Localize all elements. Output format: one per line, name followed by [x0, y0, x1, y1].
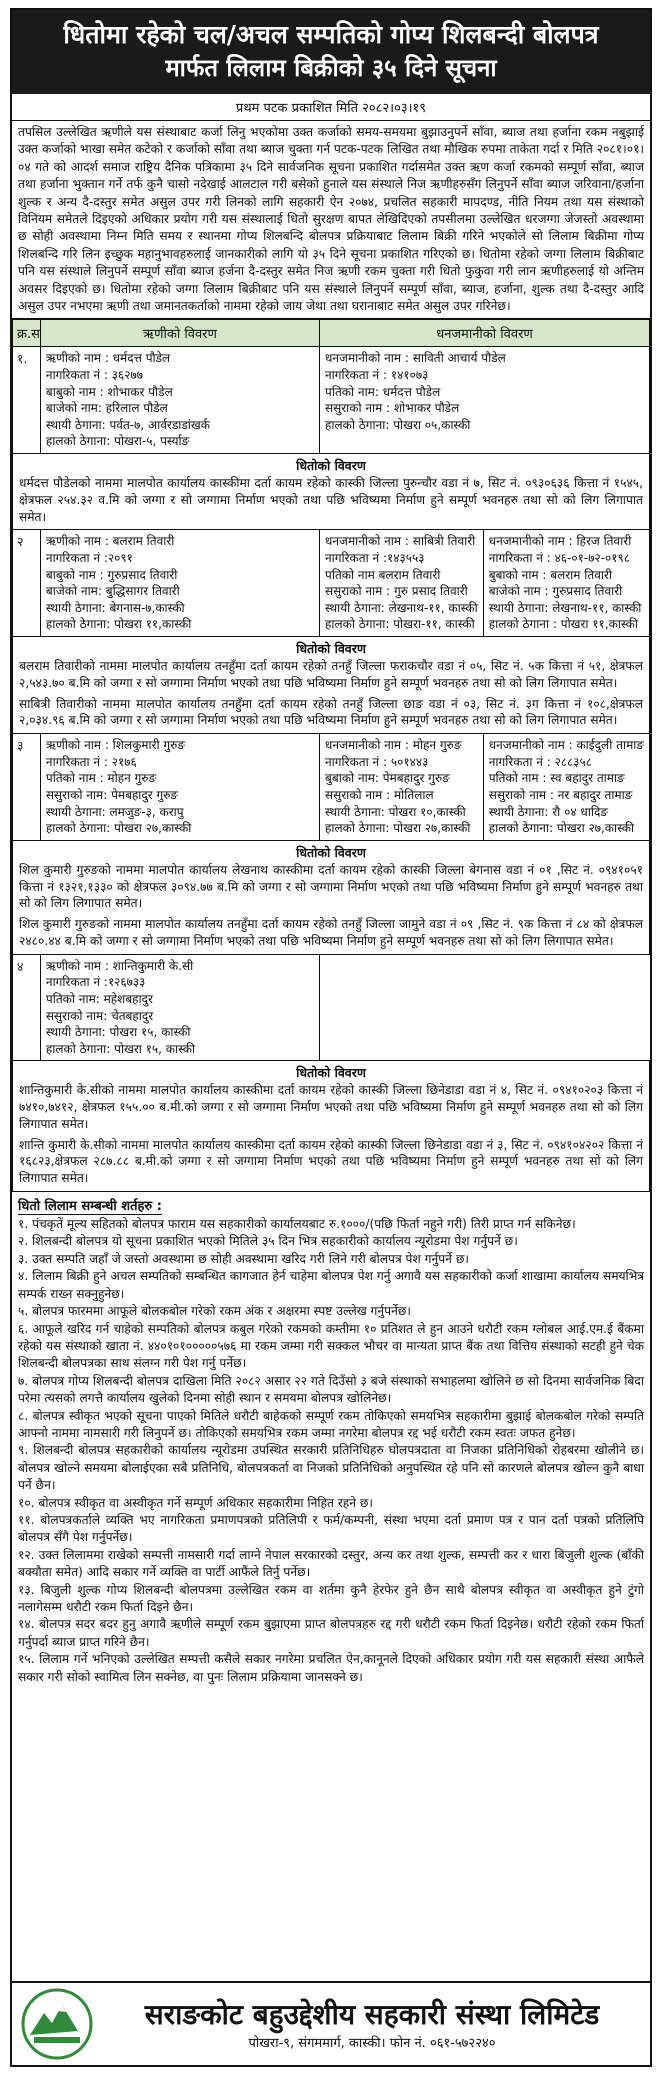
organization-address: पोखरा-९, संगममार्ग, कास्की। फोन नं. ०६१-५७२२४०	[248, 2036, 496, 2051]
party-detail-line: पतिको नाम : स्व बहादुर तामाङ	[488, 771, 625, 786]
collateral-row	[13, 840, 650, 954]
party-detail-line: नागरिकता नं : ३६२७७	[45, 368, 143, 383]
term-item: १५. लिलाम गर्ने भनिएको उल्लेखित सम्पत्ती कसैले सकार नगरेमा प्रचलित ऐन,कानूनले दिएको अधिकार प्रयोग गरी यस सहकारी संस्था आफैले सकार गरी सोको स्वामित्व लिन सक्नेछ, वा पुनः लिलाम प्रक्रियामा जानसक्ने छ।	[18, 1652, 644, 1684]
term-item: ६. आफूले खरिद गर्न चाहेको सम्पतिको बोलपत्र कबुल गरेको रकमको कम्तीमा १० प्रतिशत ले हुन आउने धरौटी रकम ग्लोबल आई.एम.ई बैंकमा रहेको यस संस्थाको खाता नं. ४४०१०१०००००५७६ मा रकम जम्मा गरी सक्कल भौचर वा मान्यता प्राप्त बैंक तथा वित्तिय संस्थाको सटही हुने चेक शिलबन्दी बोलपत्रका साथ संलग्न गरी पेश गर्नु पर्नेछ।	[18, 1321, 644, 1371]
table-header-row	[13, 320, 650, 347]
party-detail-line: बाबुको नाम : शोभाकर पौडेल	[45, 384, 173, 399]
collateral-text: धर्मदत्त पौडेलको नाममा मालपोत कार्यालय कास्कीमा दर्ता कायम रहेको कास्की जिल्ला पुरुन्चौर वडा नं ७, सिट नं. ०९३०६३६ कित्ता नं १५४५, क्षेत्रफल २५४.३२ व.मि को जग्गा र सो जग्गामा निर्माण भएको तथा पछि भविष्यमा निर्माण हुने सम्पूर्ण भवनहरु तथा सो को लिग लिगापात समेत।	[19, 476, 643, 524]
party-detail-line: हालको ठेगाना: पोखरा ०५,कास्की	[325, 417, 471, 432]
party-detail-line: स्थायी ठेगाना: लमजुङ-३, करापु	[45, 804, 184, 819]
empty-cell	[320, 954, 650, 1061]
collateral-details	[13, 840, 650, 954]
party-detail-line: नागरिकता नं : १४१०७३	[325, 368, 429, 383]
guarantor-details	[320, 734, 484, 841]
collateral-text: शिल कुमारी गुरुङको नाममा मालपोत कार्यालय तनहुँमा दर्ता कायम रहेको तनहुँ जिल्ला जामुने वडा नं ०९ ,सिट नं. ९क कित्ता नं ८४ को क्षेत्रफल २४८०.४४ ब.मि को जग्गा र सो जग्गामा निर्माण भएको तथा पछि भविष्यमा निर्माण हुने सम्पूर्ण भवनहरु तथा सो को लिग लिगापात समेत।	[19, 917, 643, 948]
collateral-row	[13, 454, 650, 530]
borrower-table	[12, 319, 650, 1192]
party-detail-line: हालको ठेगाना: पोखरा २७,कास्की	[488, 821, 635, 836]
table-row	[13, 954, 650, 1061]
term-item: १२. उक्त लिलाममा राखेको सम्पत्ती नामसारी गर्दा लाग्ने नेपाल सरकारको दस्तुर, अन्य कर तथा शुल्क, सम्पत्ती कर र धारा बिजुली शुल्क (बाँकी बक्यौता समेत) आदि सकार गर्ने व्यक्ति वा पार्टी आफैंले तिर्नु पर्नेछ।	[18, 1547, 644, 1580]
guarantor-details	[483, 734, 649, 841]
term-item: ११. बोलपत्रकर्ताले व्यक्ति भए नागरिकता प्रमाणपत्रको प्रतिलिपी र फर्म/कम्पनी, संस्था भएमा दर्ता प्रमाण पत्र र पान दर्ता पत्रको प्रतिलिपि बोलपत्र सँगै पेश गर्नुपर्नेछ।	[18, 1512, 644, 1545]
collateral-title: धितोको विवरण	[296, 1065, 366, 1081]
table-row	[13, 530, 650, 637]
party-detail-line: बुबाको नाम: पेमबहादुर गुरुङ	[325, 771, 450, 786]
party-detail-line: नागरिकता नं :२०९१	[45, 551, 133, 566]
party-detail-line: ऋणीको नाम : बलराम तिवारी	[45, 534, 175, 549]
collateral-title: धितोको विवरण	[296, 844, 366, 860]
party-detail-line: ऋणीको नाम : शान्तिकुमारी के.सी	[45, 958, 194, 973]
header-sn: क्र.स	[13, 320, 41, 347]
party-detail-line: नागरिकता नं : २८८३५८	[488, 754, 593, 769]
collateral-details	[13, 454, 650, 530]
party-detail-line: बाजेको नाम: बुद्धिसागर तिवारी	[45, 584, 180, 599]
party-detail-line: नागरिकता नं : ४६-०१-७२-०१९८	[488, 551, 630, 566]
party-detail-line: धनजमानीको नाम : हिरज तिवारी	[488, 534, 632, 549]
party-detail-line: हालको ठेगाना: पोखरा-५, पर्स्याङ	[45, 434, 190, 449]
party-detail-line: नागरिकता नं : २१७६	[45, 754, 137, 769]
entry-serial: ४	[13, 954, 41, 1061]
header-owner: धनजमानीको विवरण	[320, 320, 650, 347]
party-detail-line: बुबाको नाम : बलराम तिवारी	[488, 567, 613, 582]
notice-header	[12, 10, 650, 94]
entry-serial: २	[13, 530, 41, 637]
term-item: १. पंचकृतें मूल्य सहितको बोलपत्र फाराम यस सहकारीको कार्यालयबाट रु.१०००/(पछि फिर्ता नहुने गरी) तिरी प्राप्त गर्न सकिनेछ।	[18, 1217, 576, 1232]
table-row	[13, 347, 650, 454]
party-detail-line: हालको ठेगाना: पोखरा २७,कास्की	[45, 821, 192, 836]
party-detail-line: ससुराको नाम: चेतबहादुर	[45, 1008, 154, 1023]
notice-title-line2: मार्फत लिलाम बिक्रीको ३५ दिने सूचना	[165, 54, 497, 82]
notice-frame	[10, 8, 652, 2067]
borrower-details	[40, 347, 319, 454]
header-borrower: ऋणीको विवरण	[40, 320, 319, 347]
terms-heading-text: धितो लिलाम सम्बन्धी शर्तहरु :	[18, 1199, 162, 1215]
borrower-details	[40, 734, 319, 841]
party-detail-line: हालको ठेगाना : पोखरा ११,कास्की	[488, 617, 638, 632]
party-detail-line: स्थायी ठेगाना: लेखनाथ-११, कास्की	[488, 600, 642, 615]
borrower-details	[40, 530, 319, 637]
party-detail-line: हालको ठेगाना: पोखरा ११,कास्की	[45, 617, 192, 632]
term-item: १०. बोलपत्र स्वीकृत वा अस्वीकृत गर्ने सम्पूर्ण अधिकार सहकारीमा निहित रहने छ।	[18, 1495, 374, 1510]
party-detail-line: धनजमानीको नाम : काईदुली तामाङ	[488, 738, 644, 753]
party-detail-line: बाजेको नाम: हरिलाल पौडेल	[45, 401, 168, 416]
party-detail-line: हालको ठेगाना: पोखरा-११, कास्की	[325, 617, 475, 632]
party-detail-line: ऋणीको नाम : धर्मदत्त पौडेल	[45, 351, 171, 366]
cooperative-logo-icon	[20, 1987, 94, 2061]
party-detail-line: ससुराको नाम : शोभाकर पौडेल	[325, 401, 460, 416]
guarantor-details	[320, 347, 650, 454]
party-detail-line: धनजमानीको नाम : साविती आचार्य पौडेल	[325, 351, 506, 366]
party-detail-line: स्थायी ठेगाना: पोखरा १०,कास्की	[325, 804, 466, 819]
party-detail-line: ऋणीको नाम : शिलकुमारी गुरुङ	[45, 738, 185, 753]
collateral-details	[13, 1061, 650, 1192]
term-item: ३. उक्त सम्पति जहाँ जे जस्तो अवस्थामा छ सोही अवस्थामा खरिद गरी लिने गरी बोलपत्र पेश गर्नुपर्ने छ।	[18, 1251, 469, 1266]
party-detail-line: धनजमानीको नाम : मोहन गुरुङ	[325, 738, 462, 753]
party-detail-line: पतिको नाम: महेशबहादुर	[45, 991, 153, 1006]
party-detail-line: बाजेको नाम : गुरुप्रसाद तिवारी	[488, 584, 623, 599]
party-detail-line: पतिको नाम बलराम तिवारी	[325, 567, 441, 582]
footer-banner	[12, 1981, 650, 2065]
entry-serial: ३	[13, 734, 41, 841]
term-item: ५. बोलपत्र फारममा आफूले बोलकबोल गरेको रकम अंक र अक्षरमा स्पष्ट उल्लेख गर्नुपर्नेछ।	[18, 1304, 412, 1319]
party-detail-line: पतिको नाम : मोहन गुरुङ	[45, 771, 157, 786]
collateral-title: धितोको विवरण	[296, 458, 366, 474]
party-detail-line: धनजमानीको नाम : साबित्री तिवारी	[325, 534, 476, 549]
terms-heading	[12, 1192, 650, 1216]
organization-name: सराङकोट बहुउद्देशीय सहकारी संस्था लिमिटेड	[144, 1998, 600, 2031]
notice-title-line1: धितोमा रहेको चल/अचल सम्पतिको गोप्य शिलबन्दी बोलपत्र	[63, 20, 599, 49]
term-item: १३. बिजुली शुल्क गोप्य शिलबन्दी बोलपत्रमा उल्लेखित रकम वा शर्तमा कुनै हेरफेर हुने छैन साथै बोलपत्र स्वीकृत वा अस्वीकृत हुने टुंगो नलागेसम्म धरौटी रकम फिर्ता दिइने छैन।	[18, 1582, 644, 1614]
collateral-text: बलराम तिवारीको नाममा मालपोत कार्यालय तनहुँमा दर्ता कायम रहेको तनहुँ जिल्ला फराकचौर वडा नं ०५, सिट नं. ५क कित्ता नं ५१, क्षेत्रफल २,५४३.७० ब.मि को जग्गा र सो जग्गामा निर्माण भएको तथा पछि भविष्यमा निर्माण हुने सम्पूर्ण भवनहरु तथा सो को लिग लिगापात समेत।	[19, 658, 643, 690]
party-detail-line: बाबुको नाम : गुरुप्रसाद तिवारी	[45, 567, 178, 582]
party-detail-line: स्थायी ठेगाना: बेगनास-७,कास्की	[45, 600, 185, 615]
party-detail-line: स्थायी ठेगाना: लेखनाथ-११, कास्की	[325, 600, 478, 615]
table-body	[13, 347, 650, 1192]
party-detail-line: स्थायी ठेगाना: पर्वत-७, आर्वरडाडांखर्क	[45, 417, 210, 432]
collateral-details	[13, 636, 650, 733]
party-detail-line: हालको ठेगाना: पोखरा १५, कास्की	[45, 1041, 196, 1056]
publication-date: प्रथम पटक प्रकाशित मिति २०८२।०३।१९	[12, 94, 650, 121]
collateral-text: शान्ति कुमारी के.सीको नाममा मालपोत कार्यालय कास्कीमा दर्ता कायम रहेको कास्की जिल्ला छिनेडाडा वडा नं ३, सिट नं. ०९४१०४२०२ कित्ता नं १६८२३,क्षेत्रफल २८७.८८ ब.मी.को जग्गा र सो जग्गामा निर्माण भएको तथा पछि भविष्यमा निर्माण हुने सम्पूर्ण भवनहरु तथा सो को लिग लिगापात समेत।	[19, 1137, 643, 1186]
party-detail-line: ससुराको नाम: पेमबहादुर गुरुङ	[45, 787, 179, 802]
guarantor-details	[483, 530, 649, 637]
collateral-row	[13, 1061, 650, 1192]
collateral-text: शिल कुमारी गुरुङको नाममा मालपोत कार्यालय लेखनाथ कास्कीमा दर्ता कायम रहेको कास्की जिल्ला बेगनास वडा नं ०१ ,सिट नं. ०९४१०५१ कित्ता नं १३२१,१३३० को क्षेत्रफल ३०९४.७७ ब.मि को जग्गा र सो जग्गामा निर्माण भएको तथा पछि भविष्यमा निर्माण हुने सम्पूर्ण भवनहरु तथा सो को लिग लिगापात समेत।	[19, 862, 643, 911]
guarantor-details	[320, 530, 484, 637]
party-detail-line: स्थायी ठेगाना: पोखरा १५, कास्की	[45, 1025, 191, 1040]
term-item: १४. बोलपत्र सदर बदर हुनु अगावै ऋणीले सम्पूर्ण रकम बुझाएमा प्राप्त बोलपत्रहरु रद्द गरी धरौटी रकम फिर्ता दिइनेछ। धरौटी रहेको रकम फिर्ता गर्नुपर्दा ब्याज प्राप्त गरिने छैन।	[18, 1617, 644, 1649]
collateral-text: शान्तिकुमारी के.सीको नाममा मालपोत कार्यालय कास्कीमा दर्ता कायम रहेको कास्की जिल्ला छिनेडाडा वडा नं ४, सिट नं. ०९४१०२०३ कित्ता नं ७४१०,७४१२, क्षेत्रफल १५५.०० ब.मी.को जग्गा र सो जग्गामा निर्माण भएको तथा पछि भविष्यमा निर्माण हुने सम्पूर्ण भवनहरु तथा सो को लिग लिगापात समेत।	[19, 1083, 643, 1131]
collateral-row	[13, 636, 650, 733]
party-detail-line: स्थायी ठेगाना: रौ ०४ धादिङ	[488, 804, 609, 819]
intro-paragraph: तपसिल उल्लेखित ऋणीले यस संस्थाबाट कर्जा लिनु भएकोमा उक्त कर्जाको समय-समयमा बुझाउनुपर्ने साँवा, ब्याज तथा हर्जाना रकम नबुझाई उक्त कर्जाको भाखा समेत कटेको र कर्जाको साँवा तथा ब्याज चुक्ता गर्न पटक-पटक लिखित तथा मौखिक रुपमा ताकेता गर्दा र मिति २०८१।०१।०४ गते को आदर्श समाज राष्ट्रिय दैनिक पत्रिकामा ३५ दिने सार्वजनिक सूचना प्रकाशित गर्दासमेत उक्त ऋण कर्जा रकमको सम्पूर्ण साँवा, ब्याज तथा हर्जाना भुक्तान गर्ने तर्फ कुनै चासो नदेखाई आलटाल गरी बसेको हुनाले यस संस्थाले निज ऋणीहरुसँग लिनुपर्ने साँवा ब्याज जरिवाना/हर्जाना शुल्क र अन्य दै-दस्तुर समेत असुल उपर गरी लिनको लागि सहकारी ऐन २०७४, प्रचलित सहकारी मापदण्ड, नीति नियम तथा यस संस्थाको विनियम समेतले दिइएको अधिकार प्रयोग गरी यस संस्थालाई धितो सुरक्षण बापत लेखिदिएको तपसीलमा उल्लेखित धरजग्गा जेजस्तो अवस्थामा छ सोही अवस्थामा निम्न मिति समय र स्थानमा गोप्य शिलबन्दि बोलपत्र प्रक्रियाबाट लिलाम बिक्री गरिने भएकोले सो लिलाम बिक्रीमा गोप्य शिलबन्दि गरि लिन इच्छुक महानुभावहरुलाई जानकारीको लागि यो ३५ दिने सूचना प्रकाशित गरिएको छ। धितोमा रहेको जग्गा लिलाम बिक्रीबाट पनि यस संस्थाले लिनुपर्ने सम्पूर्ण साँवा ब्याज हर्जना दै-दस्तुर समेत निज ऋणी रकम चुक्ता गरी धितो फुकुवा गरी लान ऋणीहरुलाई यो अन्तिम अवसर दिइएको छ। धितोमा रहेको जग्गा लिलाम बिक्रीबाट पनि यस संस्थाले लिनुपर्ने सम्पूर्ण साँवा, ब्याज, हर्जाना, शुल्क तथा दै-दस्तुर आदि असुल उपर नभएमा ऋणी तथा जमानतकर्ताको नाममा रहेको जाय जेथा तथा घरानाबाट समेत असुल उपर गरिनेछ।	[12, 121, 650, 319]
party-detail-line: ससुराको नाम : नर बहादुर तामाङ	[488, 787, 633, 802]
party-detail-line: नागरिकता नं :१२६७३३	[45, 975, 146, 990]
organization-block	[94, 1995, 650, 2053]
term-item: ४. लिलाम बिक्री हुने अचल सम्पतिको सम्बन्धित कागजात हेर्न चाहेमा बोलपत्र पेश गर्नु अगावै यस सहकारीको कर्जा शाखामा कार्यालय समयभित्र सम्पर्क राख्न सक्नुहुनेछ।	[18, 1269, 644, 1301]
party-detail-line: नागरिकता नं : ५०१४४३	[325, 754, 429, 769]
party-detail-line: नागरिकता नं :१४३५५३	[325, 551, 425, 566]
entry-serial: १.	[13, 347, 41, 454]
terms-list	[12, 1216, 650, 1686]
term-item: ७. बोलपत्र गोप्य शिलबन्दी बोलपत्र दाखिला मिति २०८२ असार २२ गते दिउँसो ३ बजे संस्थाको सभाहलमा खोलिने छ सो दिनमा सार्वजनिक बिदा परेमा त्यसको लगत्तै कार्यालय खुलेको दिनमा सोही स्थान र समयमा बोलपत्र खोलिनेछ।	[18, 1373, 644, 1406]
term-item: ९. शिलबन्दी बोलपत्र सहकारीको कार्यालय न्यूरोडमा उपस्थित सरकारी प्रतिनिधिहरु घोलपत्रदाता वा निजका प्रतिनिधिको रोहबरमा खोलीने छ। बोलपत्र खोल्ने समयमा बोलाईएका सबै प्रतिनिधि, बोलपत्रकर्ता वा निजको प्रतिनिधिको अनुपस्थित रहे पनि सो कारणले बोलपत्र खोल्न कुनै बाधा पर्ने छैन।	[18, 1443, 644, 1493]
party-detail-line: ससुराको नाम : मोतिलाल	[325, 787, 434, 802]
party-detail-line: पतिको नाम: धर्मदत्त पौडेल	[325, 384, 441, 399]
borrower-details	[40, 954, 319, 1061]
term-item: २. शिलबन्दी बोलपत्र यो सूचना प्रकाशित भएको मितिले ३५ दिन भित्र सहकारीको कार्यालय न्यूरोडमा पेश गर्नुपर्ने छ।	[18, 1234, 518, 1249]
party-detail-line: ससुराको नाम : गुरु प्रसाद तिवारी	[325, 584, 468, 599]
collateral-title: धितोको विवरण	[296, 640, 366, 656]
table-row	[13, 734, 650, 841]
term-item: ८. बोलपत्र स्वीकृत भएको सूचना पाएको मितिले धरौटी बाहेकको सम्पूर्ण रकम तोकिएको समयभित्र सहकारीमा बुझाई बोलकबोल गरेको सम्पति आफ्नो नाममा नामसारी गरी लिनुपर्ने छ। तोकिएको समयभित्र रकम जम्मा नगरेमा बोलपत्र रद्द भई धरौटी रकम स्वतः जफत हुनेछ।	[18, 1408, 644, 1440]
party-detail-line: हालको ठेगाना: पोखरा २७,कास्की	[325, 821, 471, 836]
collateral-text: साबित्री तिवारीको नाममा मालपोत कार्यालय तनहुँमा दर्ता कायम रहेको तनहुँ जिल्ला छाङ वडा नं ०३, सिट नं. ३ग कित्ता नं १०८,क्षेत्रफल २,०३४.९६ ब.मि को जग्गा र सो जग्गामा निर्माण भएको तथा पछि भविष्यमा निर्माण हुने सम्पूर्ण भवनहरु तथा सो को लिग लिगापात समेत।	[19, 696, 643, 728]
